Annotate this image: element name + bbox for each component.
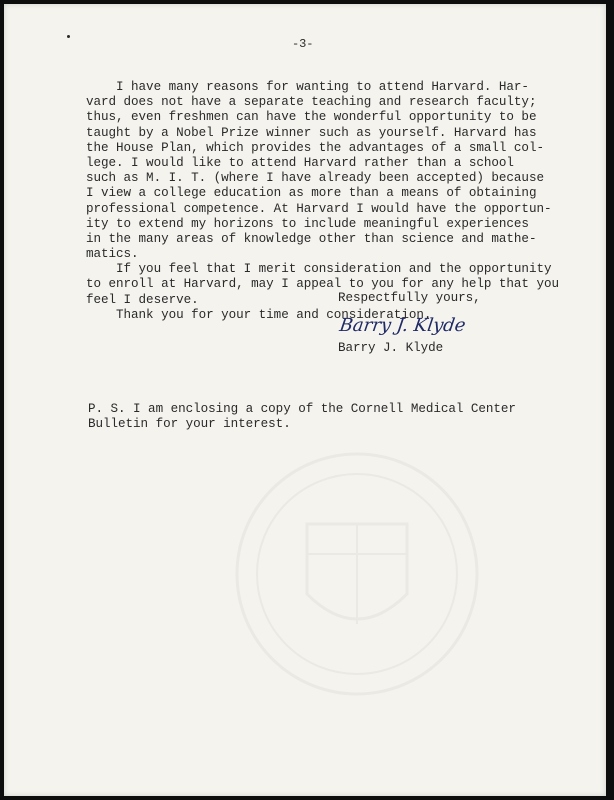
body-line: to enroll at Harvard, may I appeal to you for any help that you [86, 277, 559, 292]
body-line: professional competence. At Harvard I would have the opportun- [86, 201, 552, 216]
watermark-seal [222, 444, 492, 704]
letter-page [4, 4, 606, 796]
postscript-line: P. S. I am enclosing a copy of the Cornell Medical Center [88, 402, 516, 416]
body-line: the House Plan, which provides the advantages of a small col- [86, 140, 544, 155]
closing-salutation: Respectfully yours, [338, 291, 481, 305]
body-line: taught by a Nobel Prize winner such as yourself. Harvard has [86, 125, 537, 140]
postscript [88, 402, 558, 432]
body-line: lege. I would like to attend Harvard rather than a school [86, 155, 514, 170]
body-line: If you feel that I merit consideration and the opportunity [86, 262, 552, 277]
body-line: Thank you for your time and consideration. [86, 307, 432, 322]
body-line: feel I deserve. [86, 292, 199, 307]
body-line: in the many areas of knowledge other than science and mathe- [86, 231, 537, 246]
ink-speck [67, 35, 70, 38]
postscript-line: Bulletin for your interest. [88, 417, 291, 432]
body-line: ity to extend my horizons to include meaningful experiences [86, 216, 529, 231]
body-line: I have many reasons for wanting to attend Harvard. Har- [86, 80, 529, 94]
body-line: I view a college education as more than a means of obtaining [86, 186, 537, 201]
body-line: matics. [86, 247, 139, 262]
page-number: -3- [292, 37, 314, 51]
signature-text: Barry J. Klyde [338, 315, 467, 336]
handwritten-signature [338, 309, 478, 341]
body-line: such as M. I. T. (where I have already been accepted) because [86, 171, 544, 186]
letter-body [86, 80, 566, 323]
body-line: vard does not have a separate teaching and research faculty; [86, 95, 537, 110]
body-line: thus, even freshmen can have the wonderful opportunity to be [86, 110, 537, 125]
signed-name: Barry J. Klyde [338, 341, 444, 355]
